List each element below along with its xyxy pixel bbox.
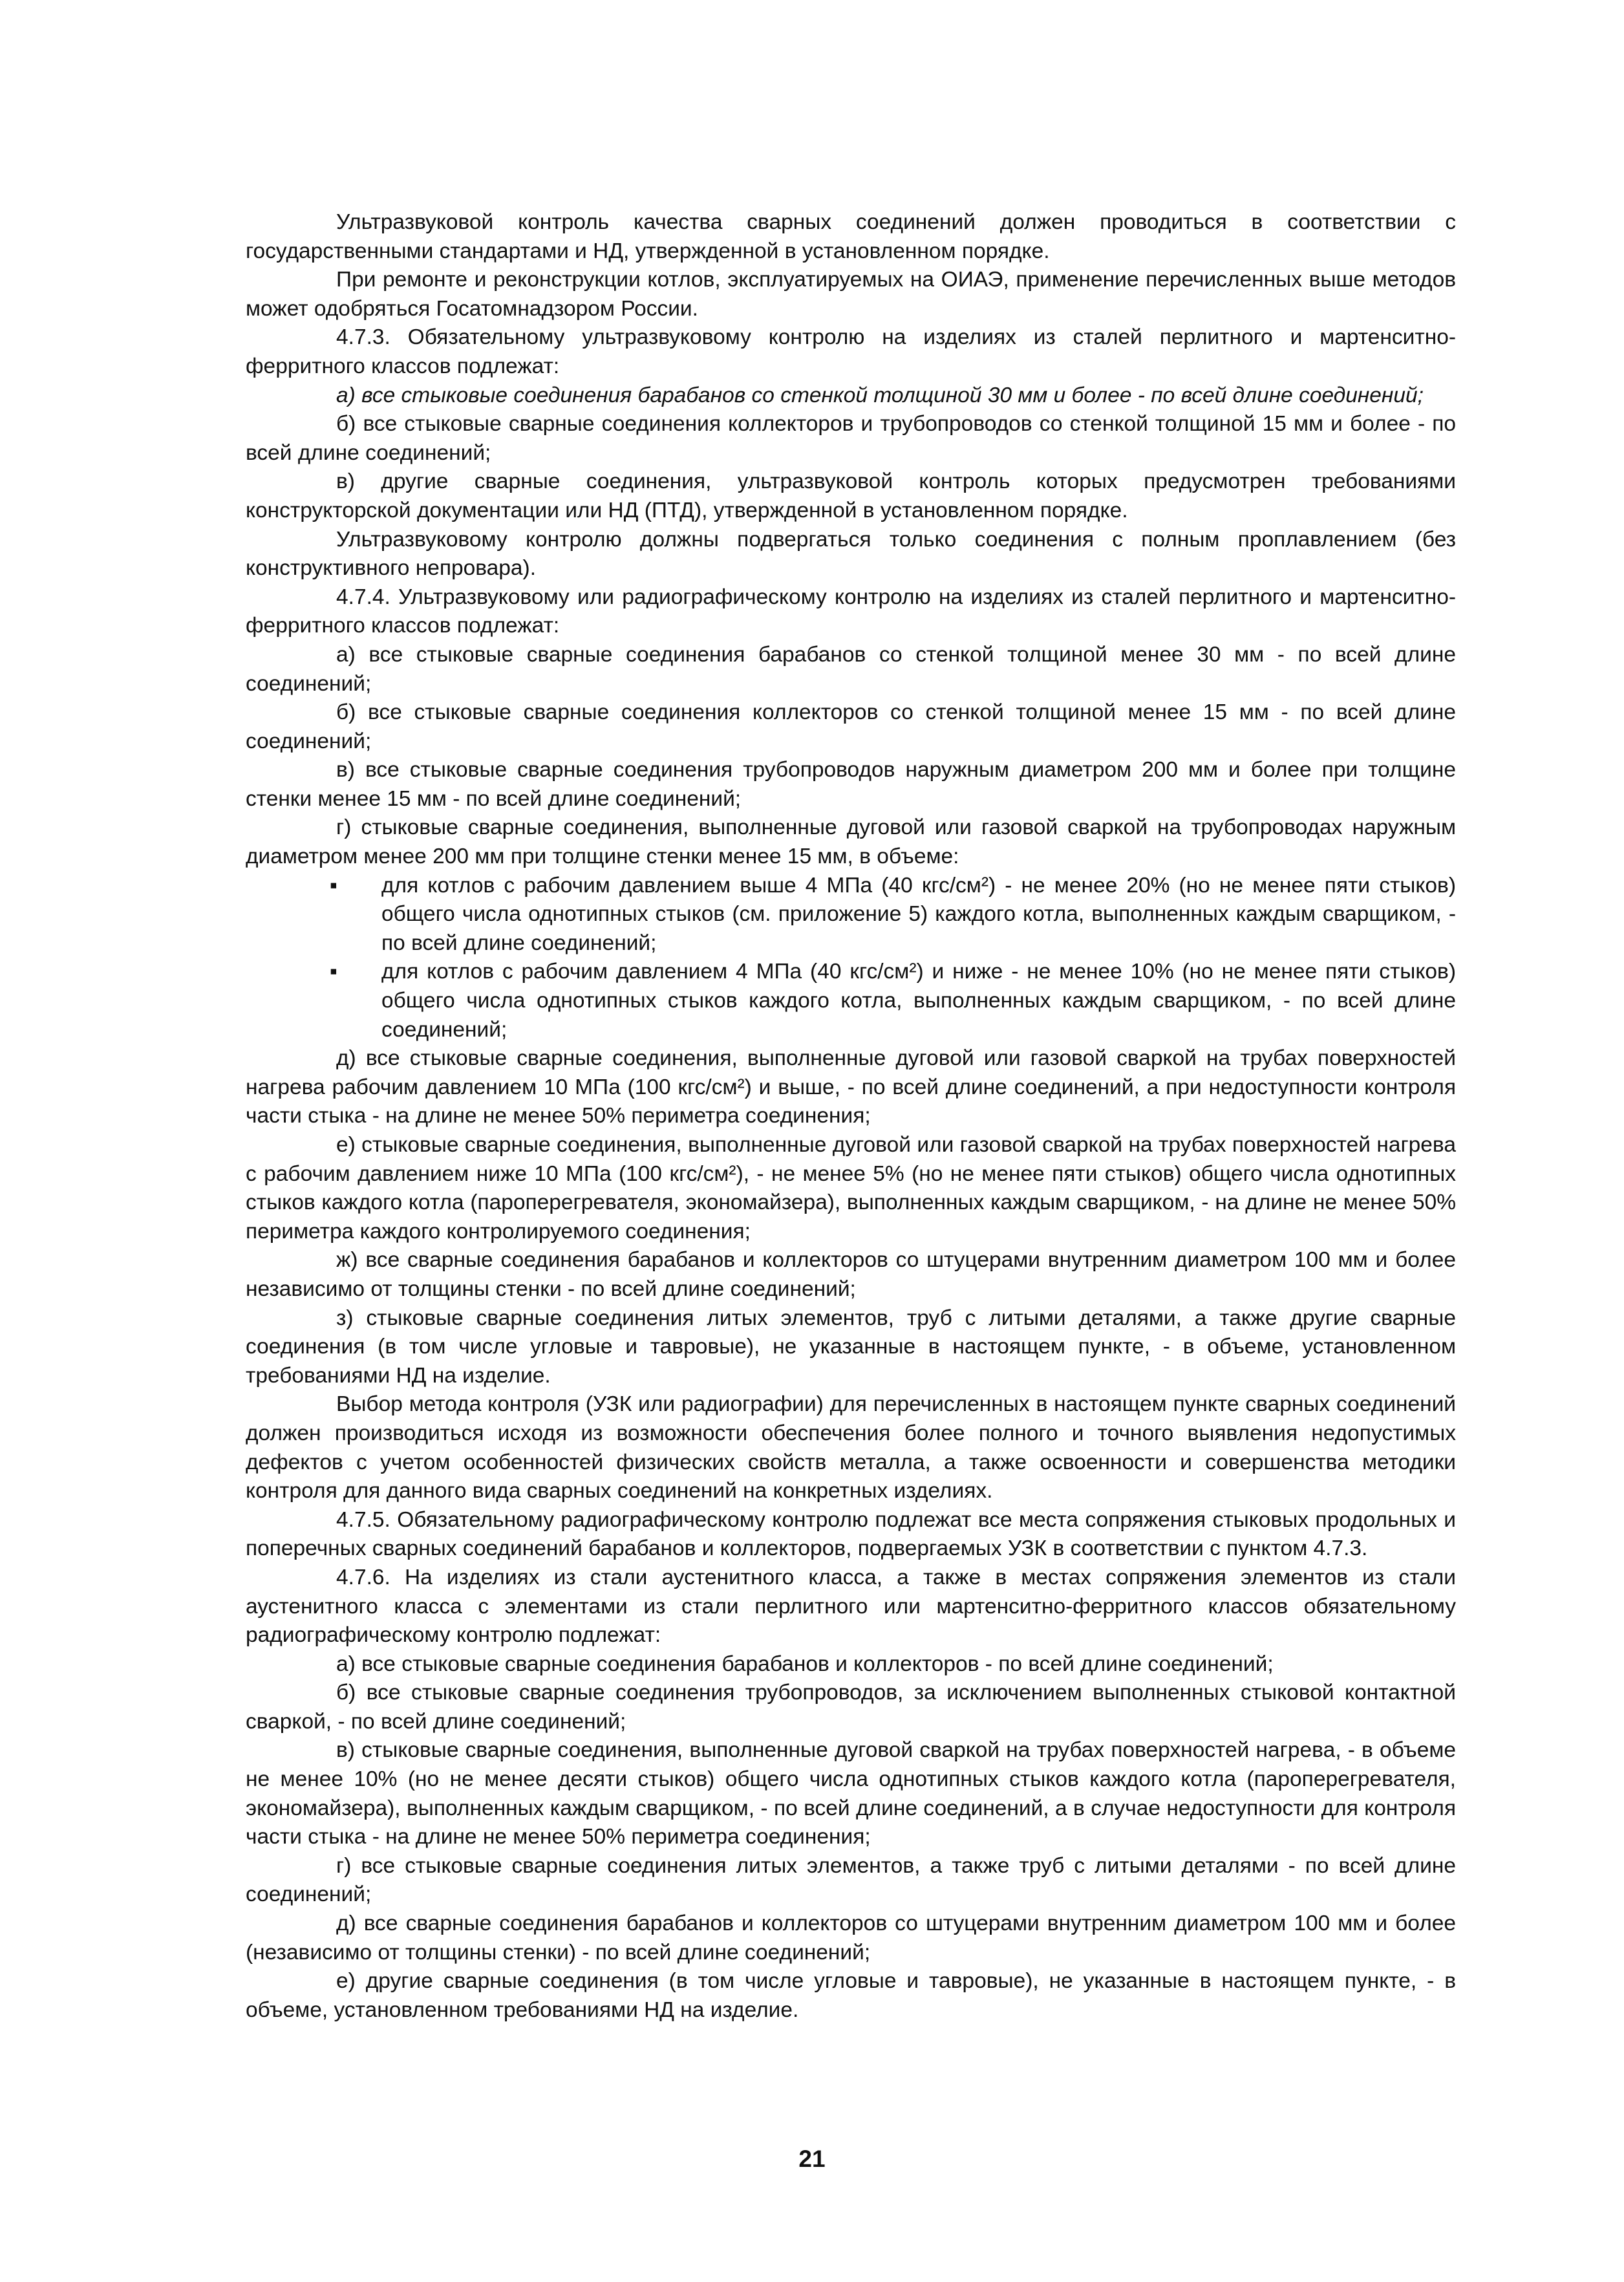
paragraph-4-7-4-d: д) все стыковые сварные соединения, выполненные дуговой или газовой сваркой на трубах поверхностей нагрева рабочим давлением 10 МПа (100 кгс/см²) и выше, - по всей длине соединений, а при недоступности контроля части стыка - на длине не менее 50% периметра соединения; bbox=[246, 1046, 1456, 1128]
paragraph-4-7-5: 4.7.5. Обязательному радиографическому контролю подлежат все места сопряжения стыковых продольных и поперечных сварных соединений барабанов и коллекторов, подвергаемых УЗК в соответствии с пунктом 4.7.3. bbox=[246, 1507, 1456, 1561]
paragraph-4-7-4-v: в) все стыковые сварные соединения трубопроводов наружным диаметром 200 мм и более при толщине стенки менее 15 мм - по всей длине соединений; bbox=[246, 758, 1456, 811]
paragraph-4-7-4-zh: ж) все сварные соединения барабанов и коллекторов со штуцерами внутренним диаметром 100 мм и более независимо от толщины стенки - по всей длине соединений; bbox=[246, 1248, 1456, 1301]
paragraph-4-7-3: 4.7.3. Обязательному ультразвуковому контролю на изделиях из сталей перлитного и мартенситно-ферритного классов подлежат: bbox=[246, 325, 1456, 378]
paragraph-4-7-3-b: б) все стыковые сварные соединения коллекторов и трубопроводов со стенкой толщиной 15 мм и более - по всей длине соединений; bbox=[246, 412, 1456, 465]
bullet-icon: ▪ bbox=[330, 960, 337, 984]
paragraph-4-7-4-z: з) стыковые сварные соединения литых элементов, труб с литыми деталями, а также другие сварные соединения (в том числе угловые и тавровые), не указанные в настоящем пункте, - в объеме, установленном требованиями НД на изделие. bbox=[246, 1306, 1456, 1388]
paragraph-uzk-standards: Ультразвуковой контроль качества сварных соединений должен проводиться в соответствии с государственными стандартами и НД, утвержденной в установленном порядке. bbox=[246, 210, 1456, 263]
body-text bbox=[246, 208, 1456, 2025]
paragraph-4-7-4-a: а) все стыковые сварные соединения барабанов со стенкой толщиной менее 30 мм - по всей длине соединений; bbox=[246, 642, 1456, 696]
paragraph-4-7-4-e: е) стыковые сварные соединения, выполненные дуговой или газовой сваркой на трубах поверхностей нагрева с рабочим давлением ниже 10 МПа (100 кгс/см²), - не менее 5% (но не менее пяти стыков) общего числа однотипных стыков каждого котла (пароперегревателя, экономайзера), выполненных каждым сварщиком, - на длине не менее 50% периметра каждого контролируемого соединения; bbox=[246, 1133, 1456, 1243]
page-number: 21 bbox=[798, 2146, 826, 2172]
paragraph-4-7-4: 4.7.4. Ультразвуковому или радиографическому контролю на изделиях из сталей перлитного и мартенситно-ферритного классов подлежат: bbox=[246, 585, 1456, 638]
paragraph-full-penetration: Ультразвуковому контролю должны подвергаться только соединения с полным проплавлением (без конструктивного непровара). bbox=[246, 527, 1456, 581]
paragraph-method-choice: Выбор метода контроля (УЗК или радиографии) для перечисленных в настоящем пункте сварных соединений должен производиться исходя из возможности обеспечения более полного и точного выявления недопустимых дефектов с учетом особенностей физических свойств металла, а также освоенности и совершенства методики контроля для данного вида сварных соединений на конкретных изделиях. bbox=[246, 1392, 1456, 1503]
bullet-icon: ▪ bbox=[330, 873, 337, 898]
paragraph-4-7-4-g: г) стыковые сварные соединения, выполненные дуговой или газовой сваркой на трубопроводах наружным диаметром менее 200 мм при толщине стенки менее 15 мм, в объеме: bbox=[246, 815, 1456, 869]
paragraph-4-7-3-a: а) все стыковые соединения барабанов со стенкой толщиной 30 мм и более - по всей длине соединений; bbox=[336, 383, 1424, 407]
paragraph-4-7-6-a: а) все стыковые сварные соединения барабанов и коллекторов - по всей длине соединений; bbox=[336, 1652, 1274, 1676]
paragraph-4-7-6-e: е) другие сварные соединения (в том числе угловые и тавровые), не указанные в настоящем пункте, - в объеме, установленном требованиями НД на изделие. bbox=[246, 1969, 1456, 2022]
paragraph-4-7-6-d: д) все сварные соединения барабанов и коллекторов со штуцерами внутренним диаметром 100 мм и более (независимо от толщины стенки) - по всей длине соединений; bbox=[246, 1911, 1456, 1964]
paragraph-4-7-4-b: б) все стыковые сварные соединения коллекторов со стенкой толщиной менее 15 мм - по всей длине соединений; bbox=[246, 700, 1456, 753]
list-item bbox=[330, 958, 1456, 1044]
paragraph-4-7-6-v: в) стыковые сварные соединения, выполненные дуговой сваркой на трубах поверхностей нагрева, - в объеме не менее 10% (но не менее десяти стыков) общего числа однотипных стыков каждого котла (пароперегревателя, экономайзера), выполненных каждым сварщиком, - по всей длине соединений, а в случае недоступности для контроля части стыка - на длине не менее 50% периметра соединения; bbox=[246, 1738, 1456, 1849]
paragraph-repair-oiae: При ремонте и реконструкции котлов, эксплуатируемых на ОИАЭ, применение перечисленных выше методов может одобряться Госатомнадзором России. bbox=[246, 268, 1456, 321]
paragraph-4-7-3-v: в) другие сварные соединения, ультразвуковой контроль которых предусмотрен требованиями конструкторской документации или НД (ПТД), утвержденной в установленном порядке. bbox=[246, 469, 1456, 522]
list-item bbox=[330, 872, 1456, 958]
paragraph-4-7-6-b: б) все стыковые сварные соединения трубопроводов, за исключением выполненных стыковой контактной сваркой, - по всей длине соединений; bbox=[246, 1681, 1456, 1734]
bullet-text: для котлов с рабочим давлением выше 4 МПа (40 кгс/см²) - не менее 20% (но не менее пяти стыков) общего числа однотипных стыков (см. приложение 5) каждого котла, выполненных каждым сварщиком, - по всей длине соединений; bbox=[381, 873, 1456, 955]
bullet-text: для котлов с рабочим давлением 4 МПа (40 кгс/см²) и ниже - не менее 10% (но не менее пяти стыков) общего числа однотипных стыков каждого котла, выполненных каждым сварщиком, - по всей длине соединений; bbox=[381, 960, 1456, 1042]
paragraph-4-7-6-g: г) все стыковые сварные соединения литых элементов, а также труб с литыми деталями - по всей длине соединений; bbox=[246, 1853, 1456, 1907]
paragraph-4-7-6: 4.7.6. На изделиях из стали аустенитного класса, а также в местах сопряжения элементов из стали аустенитного класса с элементами из стали перлитного или мартенситно-ферритного классов обязательному радиографическому контролю подлежат: bbox=[246, 1565, 1456, 1648]
bullet-list bbox=[246, 872, 1456, 1045]
